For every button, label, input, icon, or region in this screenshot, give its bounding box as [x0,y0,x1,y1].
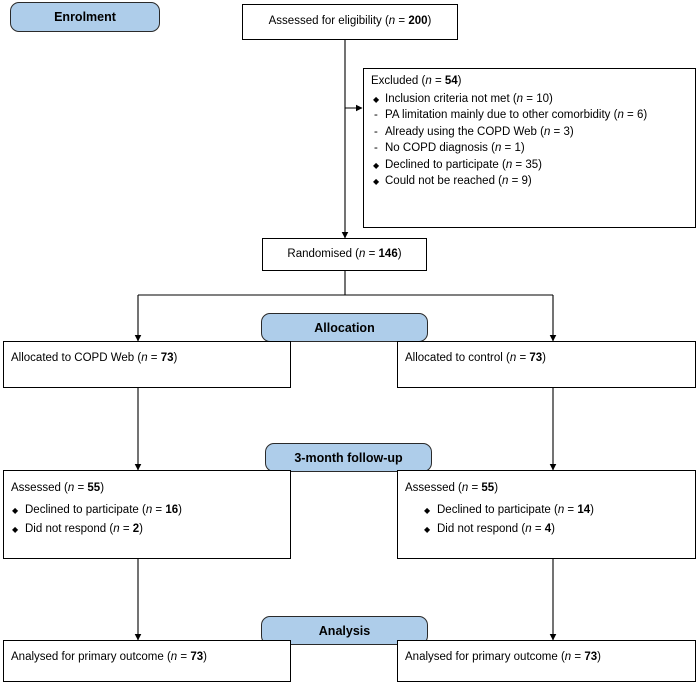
excluded-header-post: ) [457,75,462,87]
node-assessed-for-eligibility [242,4,458,40]
stage-followup-text: 3-month follow-up [294,450,403,465]
alloc-right-text-pre: Allocated to control ( [405,352,510,364]
followup-left-item-n: n [145,503,153,516]
followup-right-item-value: 4 [544,523,552,536]
alloc-right-n-label: n [509,352,517,364]
followup-left-list [11,503,283,538]
randomised-text-pre: Randomised ( [287,248,360,260]
analysis-right-n-label: n [564,651,572,663]
excluded-item-n: n [516,92,524,105]
excluded-reason-item [371,141,688,157]
excluded-item-text: Inclusion criteria not met ( [385,92,517,105]
followup-right-header [405,481,688,497]
followup-left-item-n: n [113,523,120,536]
excluded-item-post: ) [643,109,648,122]
excluded-item-post: ) [527,175,532,188]
analysis-left-n-value: 73 [190,651,204,663]
randomised-text-post: ) [397,248,402,260]
excluded-item-n: n [617,109,624,122]
followup-right-header-eq: = [468,482,482,494]
node-allocated-intervention [3,341,291,388]
excluded-reason-item [371,92,688,108]
analysis-right-text-post: ) [597,651,601,663]
stage-allocation-text: Allocation [314,320,375,335]
analysis-left-eq: = [177,651,191,663]
node-analysed-intervention [3,640,291,682]
excluded-item-text: Declined to participate ( [385,158,506,171]
excluded-reason-item [371,125,688,141]
assessed-text-post: ) [427,15,432,27]
excluded-reason-item [371,174,688,190]
followup-right-item-value: 14 [577,503,591,516]
analysis-right-eq: = [571,651,585,663]
excluded-header-n: n [425,75,432,87]
excluded-item-value: 10 [536,92,549,105]
followup-right-item-eq: = [531,523,545,536]
followup-right-item-n: n [525,523,532,536]
excluded-item-value: 1 [514,142,521,155]
alloc-right-eq: = [516,352,530,364]
followup-left-item [11,503,283,519]
followup-right-item-post: ) [590,503,594,516]
node-allocated-control [397,341,696,388]
analysis-left-text-post: ) [203,651,207,663]
excluded-header-eq: = [431,75,445,87]
excluded-item-post: ) [538,158,542,171]
stage-analysis-text: Analysis [318,623,371,638]
assessed-n-label: n [388,15,396,27]
excluded-item-n: n [502,175,509,188]
followup-right-item-eq: = [564,503,578,516]
excluded-item-eq: = [523,92,537,105]
alloc-left-text-pre: Allocated to COPD Web ( [11,352,142,364]
assessed-n-value: 200 [408,15,428,27]
followup-left-header-post: ) [100,482,105,494]
excluded-item-text: Could not be reached ( [385,175,502,188]
excluded-item-n: n [543,125,551,138]
randomised-n-value: 146 [378,248,398,260]
followup-right-item-text: Declined to participate ( [437,503,558,516]
excluded-header [371,74,688,90]
followup-right-header-n: n [461,482,469,494]
analysis-left-n-label: n [170,651,178,663]
stage-label-enrolment [10,2,160,32]
followup-right-header-pre: Assessed ( [405,482,462,494]
excluded-item-post: ) [520,142,525,155]
followup-right-header-post: ) [494,482,499,494]
excluded-item-n: n [494,142,502,155]
excluded-item-eq: = [501,142,515,155]
excluded-item-text: PA limitation mainly due to other comorbidity ( [385,109,618,122]
analysis-right-text-pre: Analysed for primary outcome ( [405,651,565,663]
excluded-item-post: ) [569,125,574,138]
followup-left-item-post: ) [178,503,182,516]
alloc-left-eq: = [147,352,161,364]
followup-left-item-value: 2 [132,523,140,536]
followup-left-item-text: Did not respond ( [25,523,114,536]
node-followup-intervention [3,470,291,559]
excluded-item-eq: = [512,158,526,171]
excluded-reason-item [371,158,688,174]
excluded-item-value: 9 [521,175,528,188]
followup-left-header-n: n [67,482,75,494]
followup-left-header-eq: = [74,482,88,494]
randomised-eq: = [365,248,379,260]
excluded-item-eq: = [623,109,637,122]
stage-label-allocation [261,313,428,342]
analysis-right-n-value: 73 [584,651,598,663]
excluded-item-value: 35 [525,158,539,171]
followup-left-item-eq: = [119,523,133,536]
alloc-left-n-label: n [141,352,148,364]
excluded-item-text: No COPD diagnosis ( [385,142,495,155]
followup-right-item-text: Did not respond ( [437,523,526,536]
analysis-left-text-pre: Analysed for primary outcome ( [11,651,171,663]
followup-right-item-post: ) [551,523,555,536]
assessed-text-pre: Assessed for eligibility ( [268,15,389,27]
randomised-n-label: n [359,248,366,260]
excluded-item-text: Already using the COPD Web ( [385,125,544,138]
followup-left-header-pre: Assessed ( [11,482,68,494]
excluded-header-value: 54 [444,75,458,87]
excluded-item-value: 3 [563,125,570,138]
excluded-item-eq: = [550,125,564,138]
stage-enrolment-text: Enrolment [54,10,116,24]
followup-left-item-value: 16 [165,503,179,516]
followup-left-header-value: 55 [87,482,101,494]
alloc-right-text-post: ) [542,352,546,364]
excluded-item-n: n [505,158,513,171]
followup-right-list [423,503,688,538]
node-excluded [363,68,696,228]
stage-label-followup [265,443,432,472]
followup-left-item [11,522,283,538]
node-randomised [262,238,427,271]
node-followup-control [397,470,696,559]
followup-right-item [423,503,688,519]
assessed-eq: = [395,15,409,27]
excluded-item-value: 6 [636,109,644,122]
node-analysed-control [397,640,696,682]
followup-left-item-eq: = [152,503,166,516]
excluded-header-pre: Excluded ( [371,75,426,87]
excluded-reason-list [371,92,688,190]
followup-right-item-n: n [557,503,565,516]
followup-right-item [423,522,688,538]
alloc-left-text-post: ) [173,352,178,364]
followup-right-header-value: 55 [481,482,495,494]
excluded-item-post: ) [548,92,553,105]
followup-left-item-post: ) [139,523,143,536]
alloc-right-n-value: 73 [529,352,543,364]
excluded-item-eq: = [508,175,522,188]
alloc-left-n-value: 73 [160,352,174,364]
followup-left-item-text: Declined to participate ( [25,503,146,516]
excluded-reason-item [371,108,688,124]
followup-left-header [11,481,283,497]
